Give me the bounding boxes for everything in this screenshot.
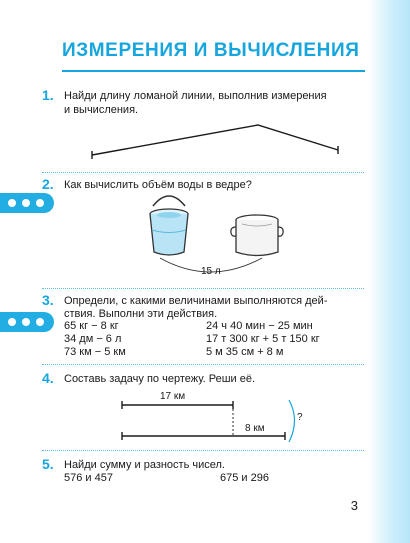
task-5-pair-1: 576 и 457 <box>64 472 113 484</box>
task-1-text-line-2: и вычисления. <box>64 104 139 116</box>
expression: 65 кг − 8 кг <box>64 320 119 332</box>
task-3-text-line-1: Определи, с какими величинами выполняются дей- <box>64 295 328 307</box>
expression: 73 км − 5 км <box>64 346 126 358</box>
task-1-text-line-1: Найди длину ломаной линии, выполнив измерения <box>64 90 327 102</box>
task-5-text: Найди сумму и разность чисел. <box>64 459 225 471</box>
question-mark: ? <box>297 412 303 423</box>
expression: 34 дм − 6 л <box>64 333 122 345</box>
segment-top-label: 17 км <box>160 391 186 402</box>
task-1-number: 1. <box>42 87 54 103</box>
task-3-number: 3. <box>42 292 54 308</box>
task-2-text: Как вычислить объём воды в ведре? <box>64 179 252 191</box>
task-3-text-line-2: ствия. Выполни эти действия. <box>64 308 218 320</box>
task-5-pair-2: 675 и 296 <box>220 472 269 484</box>
expression: 17 т 300 кг + 5 т 150 кг <box>206 333 320 345</box>
volume-label: 15 л <box>201 266 221 277</box>
task-4-text: Составь задачу по чертежу. Реши её. <box>64 373 256 385</box>
segment-bottom-label: 8 км <box>245 423 265 434</box>
task-5-number: 5. <box>42 456 54 472</box>
page-number: 3 <box>350 498 358 513</box>
expression: 24 ч 40 мин − 25 мин <box>206 320 313 332</box>
separator-4 <box>42 450 364 451</box>
task-4-number: 4. <box>42 370 54 386</box>
task-2-number: 2. <box>42 176 54 192</box>
page-title: ИЗМЕРЕНИЯ И ВЫЧИСЛЕНИЯ <box>62 40 360 61</box>
expression: 5 м 35 см + 8 м <box>206 346 284 358</box>
